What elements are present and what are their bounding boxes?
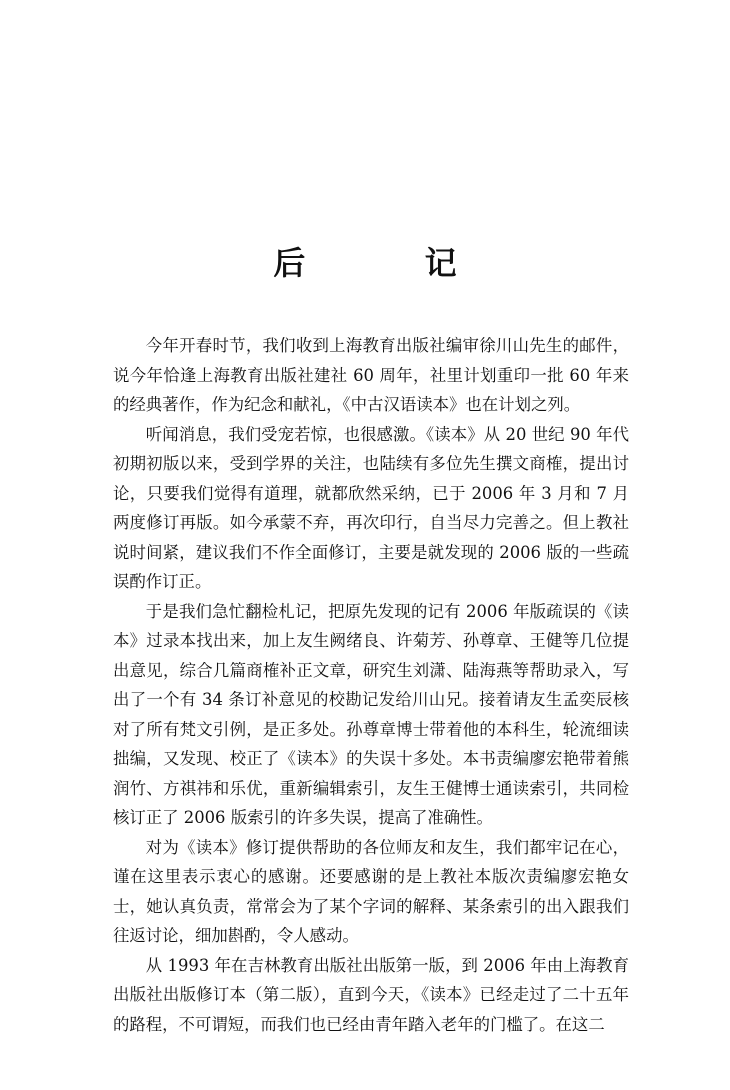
- paragraph-5: 从 1993 年在吉林教育出版社出版第一版，到 2006 年由上海教育出版社出版修订本（第二版），直到今天，《读本》已经走过了二十五年的路程，不可谓短，而我们也已经由青年踏入老年的门槛了。在这二: [113, 955, 629, 1034]
- body-text: [113, 331, 629, 1039]
- page-title: 后 记: [273, 244, 511, 283]
- paragraph-3: 于是我们急忙翻检札记，把原先发现的记有 2006 年版疏误的《读本》过录本找出来，加上友生阙绪良、许菊芳、孙尊章、王健等几位提出意见，综合几篇商榷补正文章，研究生刘潇、陆海燕等帮助录入，写出了一个有 34 条订补意见的校勘记发给川山兄。接着请友生孟奕辰核对了所有梵文引例，是正多处。孙尊章博士带着他的本科生，轮流细读拙编，又发现、校正了《读本》的失误十多处。本书责编廖宏艳带着熊润竹、方祺祎和乐优，重新编辑索引，友生王健博士通读索引，共同检核订正了 2006 版索引的许多失误，提高了准确性。: [113, 601, 629, 827]
- paragraph-2: 听闻消息，我们受宠若惊，也很感激。《读本》从 20 世纪 90 年代初期初版以来，受到学界的关注，也陆续有多位先生撰文商榷，提出讨论，只要我们觉得有道理，就都欣然采纳，已于 2006 年 3 月和 7 月两度修订再版。如今承蒙不弃，再次印行，自当尽力完善之。但上教社说时间紧，建议我们不作全面修订，主要是就发现的 2006 版的一些疏误酌作订正。: [113, 424, 629, 591]
- paragraph-1: 今年开春时节，我们收到上海教育出版社编审徐川山先生的邮件，说今年恰逢上海教育出版社建社 60 周年，社里计划重印一批 60 年来的经典著作，作为纪念和献礼，《中古汉语读本》也在计划之列。: [113, 336, 629, 414]
- paragraph-4: 对为《读本》修订提供帮助的各位师友和友生，我们都牢记在心，谨在这里表示衷心的感谢。还要感谢的是上教社本版次责编廖宏艳女士，她认真负责，常常会为了某个字词的解释、某条索引的出入跟我们往返讨论，细加斟酌，令人感动。: [113, 837, 629, 945]
